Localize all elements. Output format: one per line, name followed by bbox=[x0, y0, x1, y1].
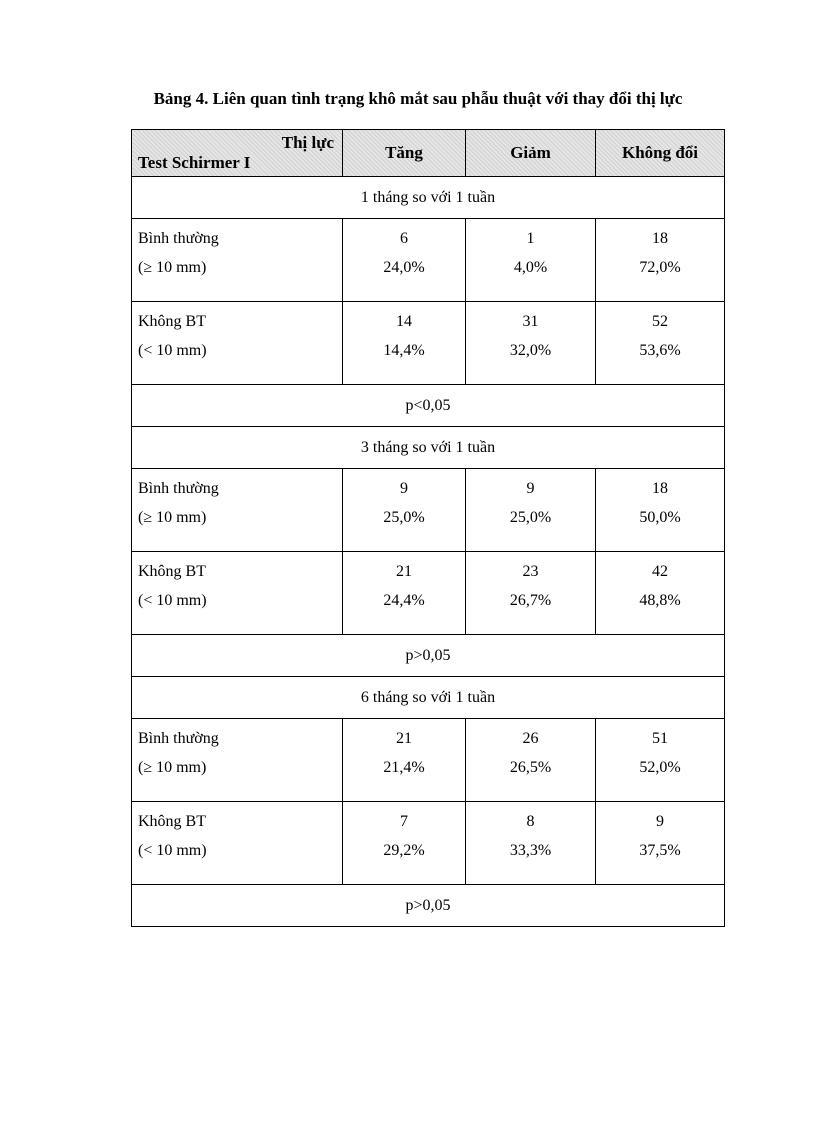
data-table bbox=[131, 129, 725, 927]
table-row bbox=[132, 552, 725, 635]
table-row bbox=[132, 302, 725, 385]
cell: 51 52,0% bbox=[596, 719, 725, 802]
table-row bbox=[132, 469, 725, 552]
table-row bbox=[132, 719, 725, 802]
header-row bbox=[132, 130, 725, 177]
corner-header-bottom: Test Schirmer I bbox=[138, 153, 251, 172]
cell: 7 29,2% bbox=[343, 802, 466, 885]
table-row bbox=[132, 219, 725, 302]
cell: 26 26,5% bbox=[466, 719, 596, 802]
corner-header-top: Thị lực bbox=[281, 133, 334, 152]
row-label: Không BT (< 10 mm) bbox=[132, 802, 343, 885]
row-label: Bình thường (≥ 10 mm) bbox=[132, 719, 343, 802]
row-label: Bình thường (≥ 10 mm) bbox=[132, 469, 343, 552]
cell: 21 24,4% bbox=[343, 552, 466, 635]
section-label: 3 tháng so với 1 tuần bbox=[132, 427, 725, 469]
cell: 42 48,8% bbox=[596, 552, 725, 635]
section-label: 6 tháng so với 1 tuần bbox=[132, 677, 725, 719]
row-label: Không BT (< 10 mm) bbox=[132, 302, 343, 385]
row-label: Bình thường (≥ 10 mm) bbox=[132, 219, 343, 302]
cell: 8 33,3% bbox=[466, 802, 596, 885]
cell: 18 72,0% bbox=[596, 219, 725, 302]
table-row bbox=[132, 802, 725, 885]
section-label: 1 tháng so với 1 tuần bbox=[132, 177, 725, 219]
column-header-giam: Giảm bbox=[466, 130, 596, 177]
p-value: p>0,05 bbox=[132, 635, 725, 677]
cell: 14 14,4% bbox=[343, 302, 466, 385]
cell: 9 25,0% bbox=[466, 469, 596, 552]
p-value: p<0,05 bbox=[132, 385, 725, 427]
column-header-tang: Tăng bbox=[343, 130, 466, 177]
cell: 21 21,4% bbox=[343, 719, 466, 802]
cell: 6 24,0% bbox=[343, 219, 466, 302]
table-title: Bảng 4. Liên quan tình trạng khô mắt sau phẫu thuật với thay đổi thị lực bbox=[153, 89, 683, 108]
column-header-khong-doi: Không đổi bbox=[596, 130, 725, 177]
corner-header bbox=[132, 130, 343, 177]
cell: 52 53,6% bbox=[596, 302, 725, 385]
row-label: Không BT (< 10 mm) bbox=[132, 552, 343, 635]
p-value: p>0,05 bbox=[132, 885, 725, 927]
cell: 1 4,0% bbox=[466, 219, 596, 302]
cell: 31 32,0% bbox=[466, 302, 596, 385]
cell: 18 50,0% bbox=[596, 469, 725, 552]
cell: 9 25,0% bbox=[343, 469, 466, 552]
cell: 23 26,7% bbox=[466, 552, 596, 635]
cell: 9 37,5% bbox=[596, 802, 725, 885]
